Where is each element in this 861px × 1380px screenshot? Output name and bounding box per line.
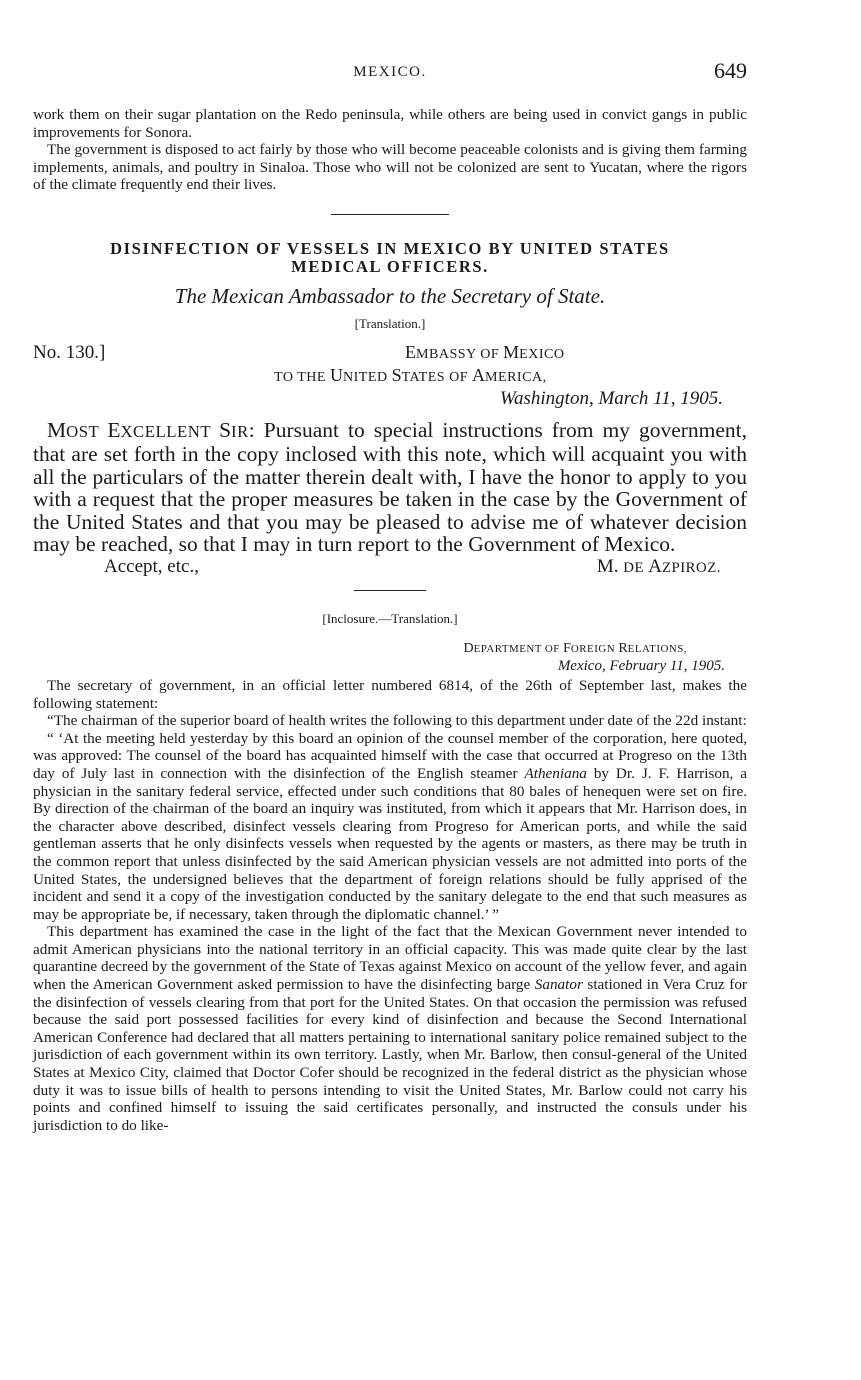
ship-name: Atheniana xyxy=(524,764,587,782)
inclosure-date: Mexico, February 11, 1905. xyxy=(557,657,725,674)
section-heading xyxy=(33,240,747,276)
inclosure-paragraph-3: “ ‘At the meeting held yesterday by this board an opinion of the counsel member of the corporation, here quoted, was approved: The counsel of the board has acquainted himself with the case that occurred at Progreso on the 13th day of July last in connection with the disinfection of the English steamer Atheniana by Dr. J. F. Harrison, a physician in the sanitary federal service, effected under such conditions that 80 bales of henequen were set on fire. By direction of the chairman of the board an inquiry was instituted, from which it appears that Mr. Harrison does, in the character above described, disinfect vessels clearing from Progreso for American ports, and while the said gentleman asserts that he only disinfects vessels when requested by the agents or masters, as there may be truth in the common report that unless disinfected by the said American physician vessels are not admitted into ports of the United States, the undersigned believes that the department of foreign relations should be fully apprised of the incident and send it a copy of the investigation conducted by the sanitary delegate to the end that such measures as may be appropriate be, if necessary, taken through the diplomatic channel.’ ” xyxy=(33,729,747,923)
letter-signature: M. DE AZPIROZ. xyxy=(596,555,721,577)
inclosure-note: [Inclosure.—Translation.] xyxy=(322,610,458,626)
letter-closing: Accept, etc., xyxy=(104,555,199,577)
letter-body xyxy=(33,419,747,556)
document-page xyxy=(33,58,747,1134)
department-name: DEPARTMENT OF FOREIGN RELATIONS, xyxy=(463,640,687,656)
letter-body-text: Pursuant to special instructions from my government, that are set forth in the copy inclosed with this note, which will acquaint you with all the particulars of the matter therein dealt with, I have the honor to apply to you with a request that the proper measures be taken in the case by the Government of the United States and that you may be pleased to advise me of whatever decision may be reached, so that I may in turn report to the Government of Mexico. xyxy=(33,417,748,557)
inclosure-header xyxy=(33,641,747,677)
inclosure-paragraph-1: The secretary of government, in an official letter numbered 6814, of the 26th of September last, makes the following statement: xyxy=(33,676,747,712)
letter-salutation: MOST EXCELLENT SIR: xyxy=(47,417,255,442)
inclosure-paragraph-2: “The chairman of the superior board of health writes the following to this department under date of the 22d instant: xyxy=(47,712,747,730)
translation-note: [Translation.] xyxy=(354,315,426,331)
letter-to-line xyxy=(33,365,747,388)
running-head xyxy=(33,58,747,90)
carryover-paragraph-2: The government is disposed to act fairly by those who will become peaceable colonists and is giving them farming implements, animals, and poultry in Sinaloa. Those who will not be colonized are sent to Yucatan, where the rigors of the climate frequently end their lives. xyxy=(33,141,747,194)
section-heading-line1: DISINFECTION OF VESSELS IN MEXICO BY UNITED STATES xyxy=(110,238,670,258)
letter-signoff xyxy=(33,556,747,582)
letter-date-line xyxy=(33,388,747,411)
page-number: 649 xyxy=(714,58,747,83)
letter-place-date: Washington, March 11, 1905. xyxy=(499,387,723,409)
embassy-line: EMBASSY OF MEXICO xyxy=(405,341,565,362)
section-subheading: The Mexican Ambassador to the Secretary of State. xyxy=(174,283,606,308)
running-title: MEXICO. xyxy=(353,64,427,80)
letter-number: No. 130.] xyxy=(33,341,106,363)
addressee-line: TO THE UNITED STATES OF AMERICA, xyxy=(274,364,547,385)
section-heading-line2: MEDICAL OFFICERS. xyxy=(291,256,489,276)
barge-name: Sanator xyxy=(534,976,583,994)
letter-header-line xyxy=(33,342,747,365)
inclosure-paragraph-4: This department has examined the case in the light of the fact that the Mexican Government never intended to admit American physicians into the national territory in an official capacity. This was made quite clear by the last quarantine decreed by the government of the State of Texas against Mexico on account of the yellow fever, and again when the American Government asked permission to have the disinfecting barge Sanator stationed in Vera Cruz for the disinfection of vessels clearing from that port for the United States. On that occasion the permission was refused because the said port possessed facilities for every kind of disinfection and because the Second International American Conference had declared that all matters pertaining to international sanitary police remained subject to the jurisdiction of each government within its own territory. Lastly, when Mr. Barlow, then consul-general of the United States at Mexico City, claimed that Doctor Cofer should be recognized in the federal district as the physician whose duty it was to issue bills of health to persons intending to visit the United States, Mr. Barlow could not carry his points and confined himself to issuing the said certificates personally, and instructed the consuls under his jurisdiction to do like- xyxy=(33,923,747,1134)
carryover-paragraph: work them on their sugar plantation on the Redo peninsula, while others are being used in convict gangs in public improvements for Sonora. xyxy=(33,106,747,141)
